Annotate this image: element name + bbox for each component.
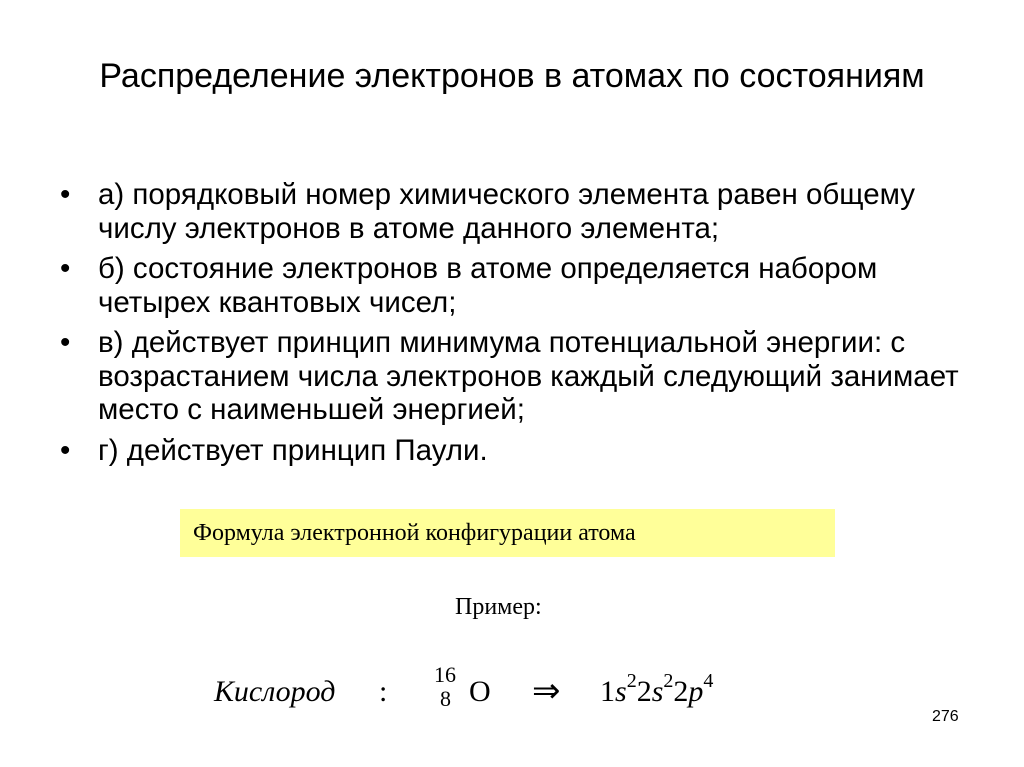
bullet-item-c: • в) действует принцип минимума потенциальной энергии: с возрастанием числа электронов каждый следующий занимает место с наименьшей энергией; [60, 326, 980, 427]
config-electrons: 2 [663, 670, 674, 692]
formula-element-name: Кислород [214, 675, 336, 708]
formula-atomic-number: 8 [440, 686, 451, 711]
electron-configuration-formula [214, 660, 834, 720]
formula-element-symbol: O [469, 675, 491, 708]
config-level: 2 [673, 675, 689, 708]
formula-heading-box [180, 509, 835, 557]
config-orbital: s [615, 675, 627, 708]
config-term-1 [600, 670, 637, 708]
config-level: 1 [600, 675, 615, 708]
config-orbital: s [651, 675, 664, 708]
formula-configuration [600, 670, 714, 709]
bullet-item-b: • б) состояние электронов в атоме определяется набором четырех квантовых чисел; [60, 252, 980, 319]
bullet-list [60, 178, 980, 474]
formula-heading-text: Формула электронной конфигурации атома [193, 519, 636, 546]
implies-arrow-icon: ⇒ [532, 671, 561, 711]
example-label: Пример: [455, 594, 542, 620]
config-term-3 [673, 670, 714, 708]
bullet-item-a: • а) порядковый номер химического элемента равен общему числу электронов в атоме данного элемента; [60, 178, 980, 245]
config-electrons: 2 [626, 670, 637, 692]
config-term-2 [636, 670, 674, 708]
config-orbital: p [688, 675, 704, 708]
bullet-item-d: • г) действует принцип Паули. [60, 434, 980, 468]
slide-title: Распределение электронов в атомах по состояниям [99, 57, 925, 95]
config-electrons: 4 [703, 670, 714, 692]
page-number: 276 [932, 708, 959, 725]
config-level: 2 [636, 675, 652, 708]
formula-mass-number: 16 [434, 662, 456, 687]
formula-colon: : [379, 675, 388, 708]
